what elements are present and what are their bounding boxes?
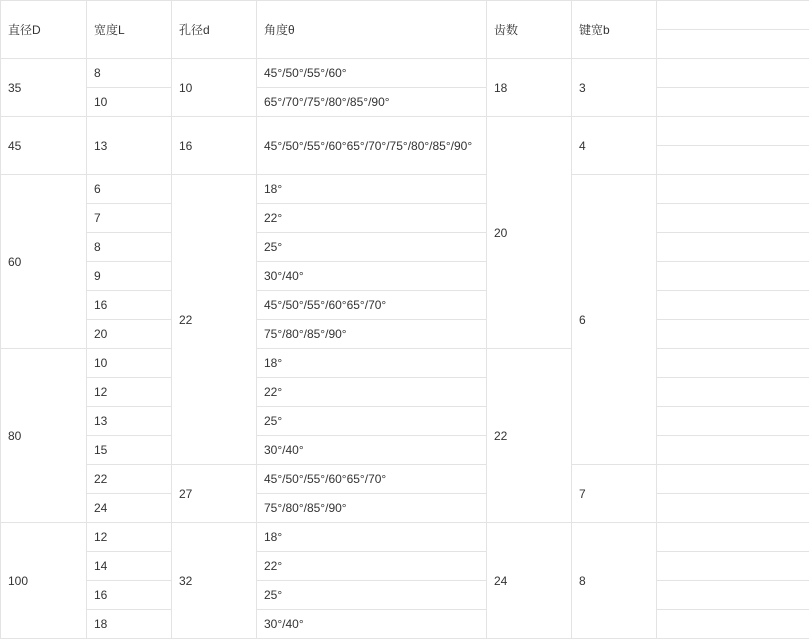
angle-cell: 45°/50°/55°/60°65°/70°/75°/80°/85°/90°	[257, 117, 487, 175]
angle-cell: 25°	[257, 581, 487, 610]
table-row	[1, 117, 809, 146]
bore-cell: 32	[172, 523, 257, 639]
table-row	[1, 494, 809, 523]
empty-cell	[657, 378, 809, 407]
table-row	[1, 291, 809, 320]
angle-cell: 30°/40°	[257, 436, 487, 465]
key-cell: 6	[572, 175, 657, 465]
empty-cell	[657, 1, 809, 30]
table-row	[1, 88, 809, 117]
teeth-cell: 22	[487, 349, 572, 523]
empty-cell	[657, 523, 809, 552]
key-cell: 4	[572, 117, 657, 175]
empty-cell	[657, 204, 809, 233]
header-bore: 孔径d	[172, 1, 257, 59]
width-cell: 12	[87, 523, 172, 552]
width-cell: 13	[87, 407, 172, 436]
angle-cell: 45°/50°/55°/60°	[257, 59, 487, 88]
teeth-cell: 20	[487, 117, 572, 349]
empty-cell	[657, 610, 809, 639]
table-row	[1, 204, 809, 233]
width-cell: 10	[87, 349, 172, 378]
angle-cell: 25°	[257, 233, 487, 262]
angle-cell: 75°/80°/85°/90°	[257, 494, 487, 523]
empty-cell	[657, 117, 809, 146]
width-cell: 16	[87, 291, 172, 320]
diameter-cell: 80	[1, 349, 87, 523]
empty-cell	[657, 30, 809, 59]
empty-cell	[657, 494, 809, 523]
empty-cell	[657, 146, 809, 175]
angle-cell: 22°	[257, 378, 487, 407]
width-cell: 18	[87, 610, 172, 639]
table-row	[1, 407, 809, 436]
empty-cell	[657, 436, 809, 465]
width-cell: 6	[87, 175, 172, 204]
empty-cell	[657, 233, 809, 262]
header-row	[1, 1, 809, 30]
angle-cell: 65°/70°/75°/80°/85°/90°	[257, 88, 487, 117]
table-row	[1, 610, 809, 639]
angle-cell: 45°/50°/55°/60°65°/70°	[257, 465, 487, 494]
empty-cell	[657, 552, 809, 581]
header-teeth: 齿数	[487, 1, 572, 59]
key-cell: 8	[572, 523, 657, 639]
diameter-cell: 45	[1, 117, 87, 175]
empty-cell	[657, 291, 809, 320]
table-row	[1, 262, 809, 291]
bore-cell: 10	[172, 59, 257, 117]
width-cell: 22	[87, 465, 172, 494]
angle-cell: 30°/40°	[257, 262, 487, 291]
width-cell: 12	[87, 378, 172, 407]
table-row	[1, 465, 809, 494]
width-cell: 10	[87, 88, 172, 117]
teeth-cell: 18	[487, 59, 572, 117]
empty-cell	[657, 175, 809, 204]
angle-cell: 18°	[257, 523, 487, 552]
angle-cell: 25°	[257, 407, 487, 436]
bore-cell: 22	[172, 175, 257, 465]
teeth-cell: 24	[487, 523, 572, 639]
angle-cell: 22°	[257, 204, 487, 233]
empty-cell	[657, 349, 809, 378]
key-cell: 3	[572, 59, 657, 117]
angle-cell: 45°/50°/55°/60°65°/70°	[257, 291, 487, 320]
angle-cell: 18°	[257, 175, 487, 204]
diameter-cell: 100	[1, 523, 87, 639]
empty-cell	[657, 262, 809, 291]
header-angle: 角度θ	[257, 1, 487, 59]
table-row	[1, 378, 809, 407]
header-key: 键宽b	[572, 1, 657, 59]
width-cell: 16	[87, 581, 172, 610]
table-row	[1, 59, 809, 88]
header-width: 宽度L	[87, 1, 172, 59]
diameter-cell: 60	[1, 175, 87, 349]
table-row	[1, 581, 809, 610]
width-cell: 8	[87, 59, 172, 88]
table-row	[1, 349, 809, 378]
angle-cell: 18°	[257, 349, 487, 378]
table-row	[1, 233, 809, 262]
width-cell: 20	[87, 320, 172, 349]
empty-cell	[657, 59, 809, 88]
empty-cell	[657, 581, 809, 610]
width-cell: 24	[87, 494, 172, 523]
angle-cell: 75°/80°/85°/90°	[257, 320, 487, 349]
bore-cell: 16	[172, 117, 257, 175]
width-cell: 9	[87, 262, 172, 291]
width-cell: 13	[87, 117, 172, 175]
width-cell: 7	[87, 204, 172, 233]
width-cell: 14	[87, 552, 172, 581]
width-cell: 15	[87, 436, 172, 465]
diameter-cell: 35	[1, 59, 87, 117]
header-diameter: 直径D	[1, 1, 87, 59]
width-cell: 8	[87, 233, 172, 262]
table-row	[1, 523, 809, 552]
bore-cell: 27	[172, 465, 257, 523]
empty-cell	[657, 407, 809, 436]
table-row	[1, 552, 809, 581]
empty-cell	[657, 465, 809, 494]
empty-cell	[657, 320, 809, 349]
table-row	[1, 175, 809, 204]
empty-cell	[657, 88, 809, 117]
angle-cell: 22°	[257, 552, 487, 581]
angle-cell: 30°/40°	[257, 610, 487, 639]
key-cell: 7	[572, 465, 657, 523]
table-row	[1, 320, 809, 349]
table-row	[1, 436, 809, 465]
